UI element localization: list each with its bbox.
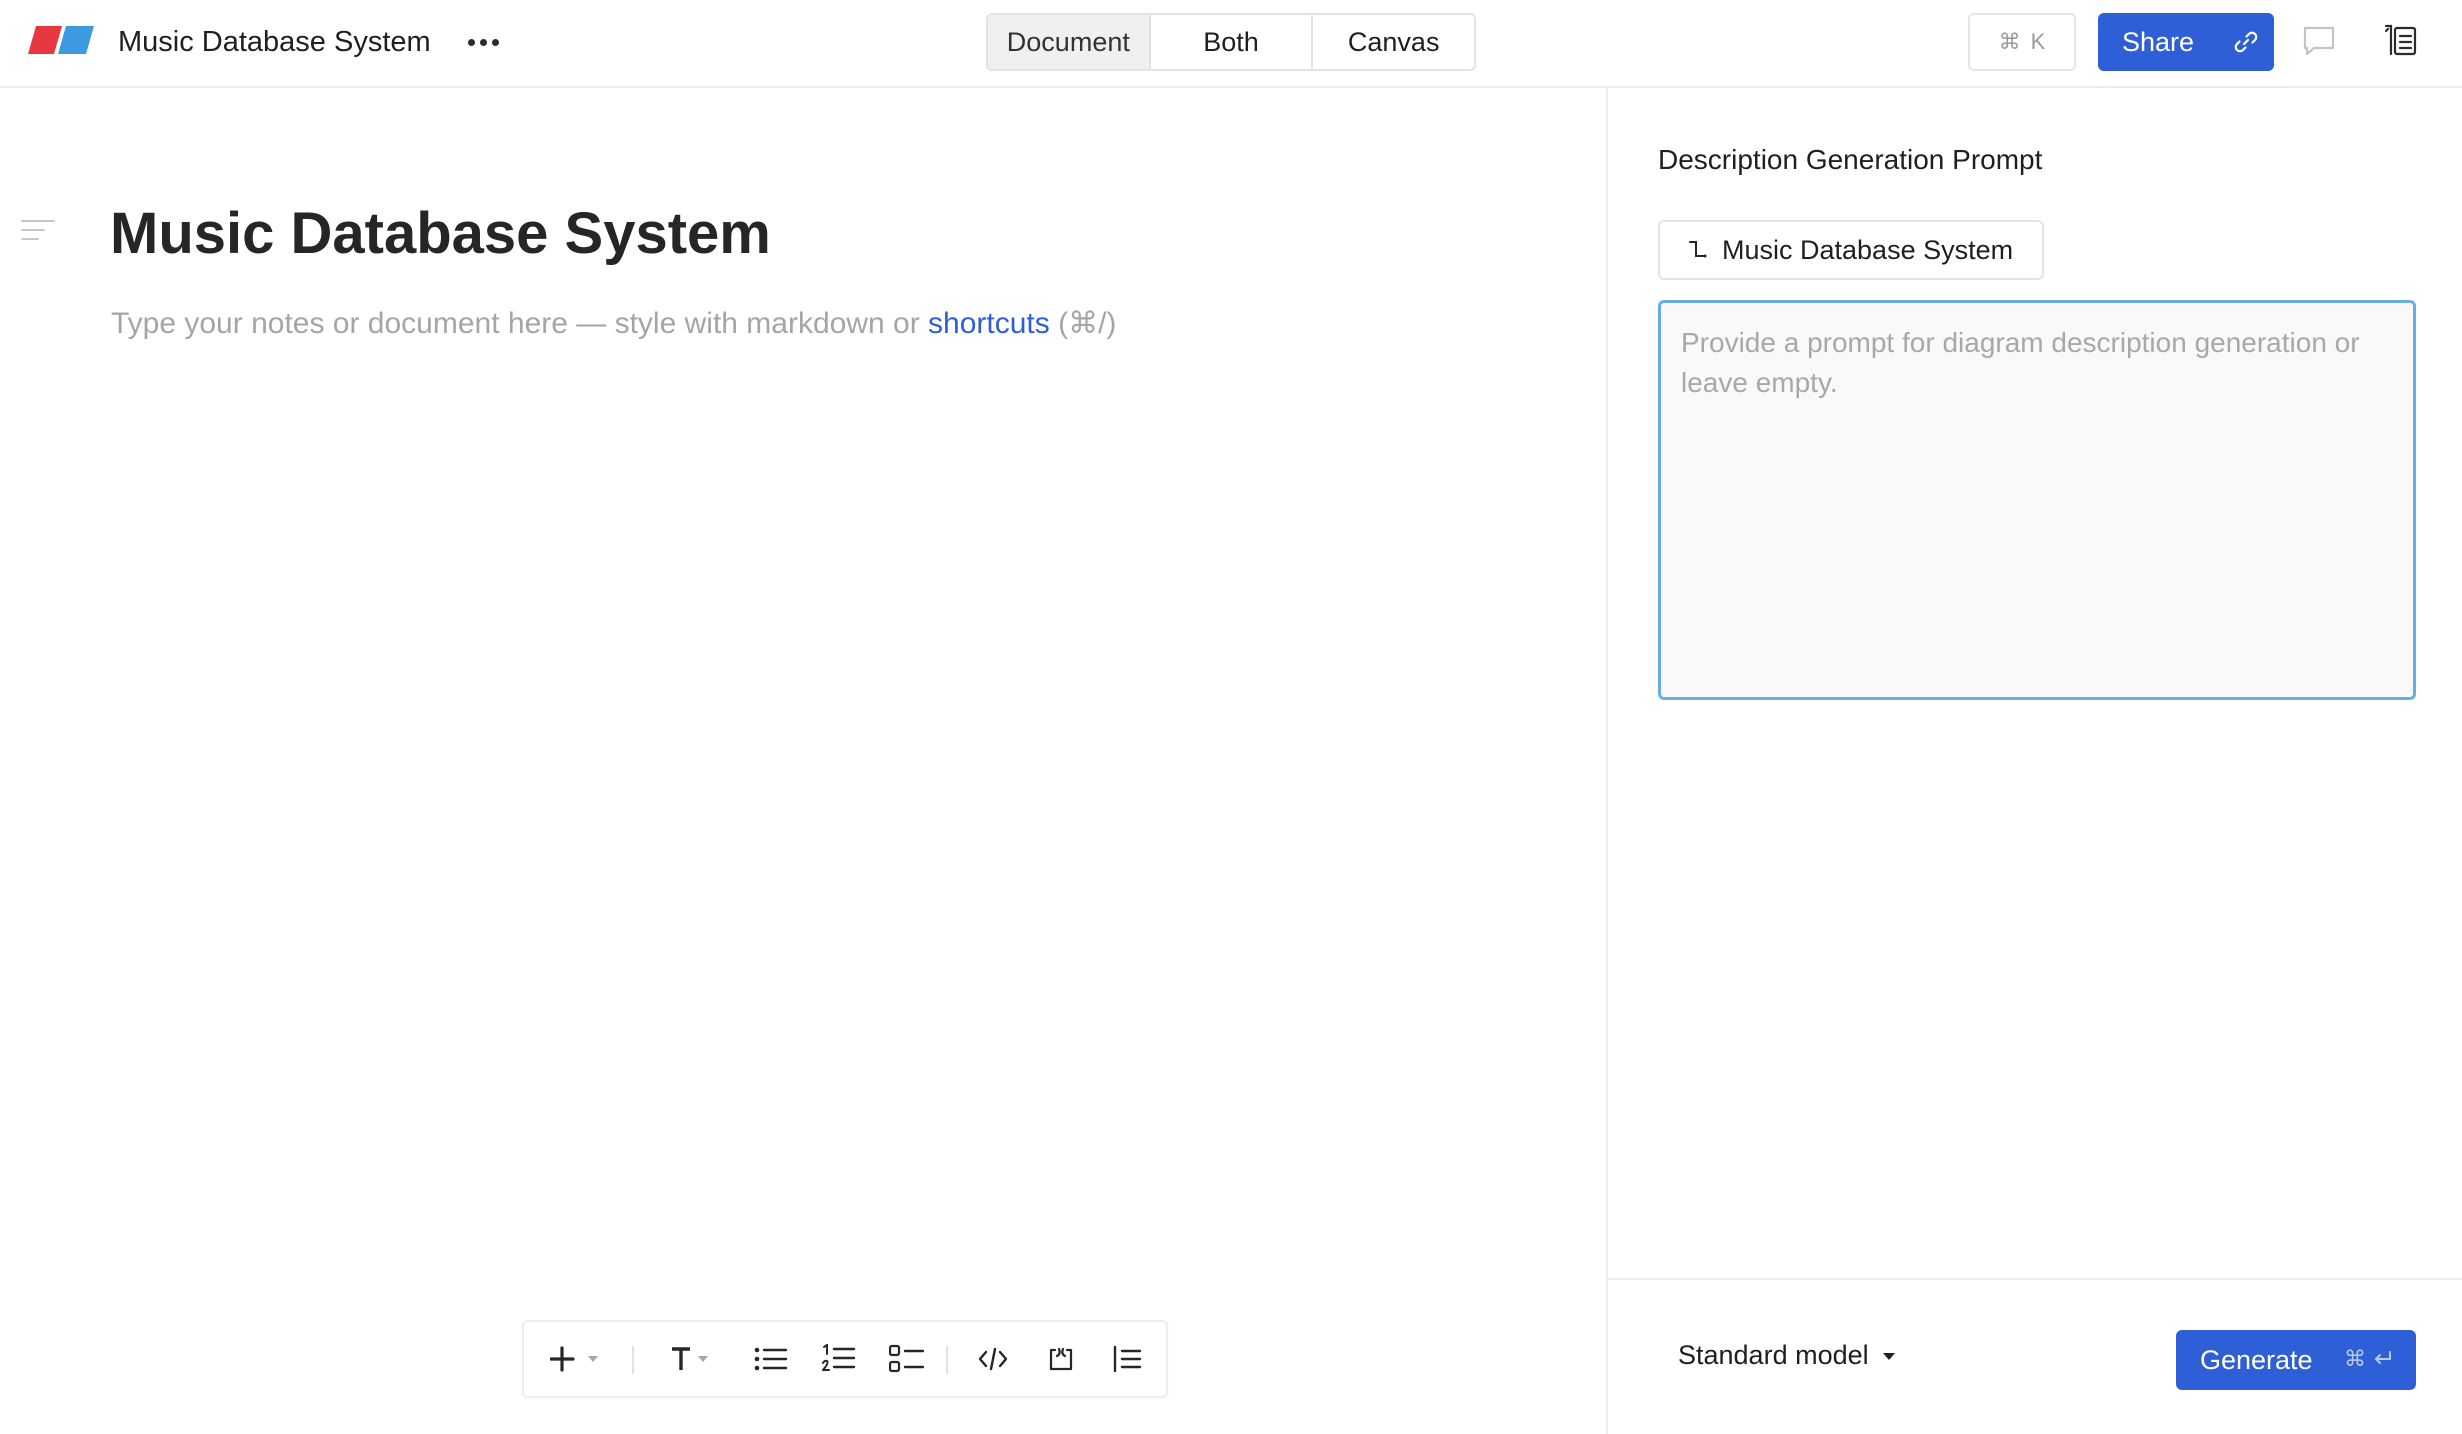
blockquote-button[interactable] <box>1102 1322 1152 1396</box>
command-key-icon: ⌘ <box>1998 29 2021 54</box>
code-button[interactable] <box>968 1322 1018 1396</box>
tab-both[interactable]: Both <box>1151 15 1314 69</box>
app-logo[interactable] <box>28 26 96 56</box>
share-button[interactable] <box>2098 13 2274 71</box>
view-mode-toggle <box>986 13 1476 71</box>
description-prompt-input[interactable] <box>1658 300 2416 700</box>
placeholder-shortcut-hint: (⌘/) <box>1049 307 1117 340</box>
generate-button[interactable] <box>2176 1330 2416 1390</box>
plus-icon <box>551 1348 573 1370</box>
document-outline-icon[interactable] <box>2382 22 2418 58</box>
tab-canvas[interactable]: Canvas <box>1347 26 1440 57</box>
text-style-button[interactable] <box>664 1322 722 1396</box>
bullet-list-icon <box>754 1345 788 1373</box>
link-icon[interactable] <box>2232 28 2260 56</box>
checklist-icon <box>889 1344 925 1374</box>
app-title[interactable]: Music Database System <box>118 26 431 58</box>
diagram-reference-chip[interactable] <box>1658 220 2044 280</box>
numbered-list-button[interactable] <box>814 1322 864 1396</box>
blockquote-icon <box>1112 1345 1142 1373</box>
model-select-label: Standard model <box>1678 1340 1869 1370</box>
document-title[interactable]: Music Database System <box>110 201 771 266</box>
document-body-placeholder[interactable] <box>111 304 1116 344</box>
command-palette-button[interactable] <box>1968 13 2076 71</box>
model-select-dropdown[interactable] <box>1678 1340 1897 1371</box>
chip-label: Music Database System <box>1722 234 2014 265</box>
enter-key-icon <box>2372 1349 2394 1369</box>
table-of-contents-icon[interactable] <box>20 218 56 244</box>
code-icon <box>978 1345 1008 1373</box>
panel-footer-divider <box>1608 1278 2462 1280</box>
panel-heading: Description Generation Prompt <box>1658 144 2043 175</box>
generate-shortcut-hint <box>2344 1346 2394 1372</box>
more-options-icon[interactable] <box>466 26 500 58</box>
shortcuts-link[interactable]: shortcuts <box>928 307 1050 340</box>
pane-divider[interactable] <box>1606 88 1608 1434</box>
tab-document[interactable]: Document <box>988 15 1151 69</box>
diagram-connector-icon <box>1688 239 1708 261</box>
embed-icon <box>1046 1345 1076 1373</box>
embed-button[interactable] <box>1036 1322 1086 1396</box>
chevron-down-icon <box>698 1356 708 1362</box>
comment-icon[interactable] <box>2302 24 2336 58</box>
checklist-button[interactable] <box>882 1322 932 1396</box>
text-style-icon <box>672 1349 690 1370</box>
command-key-label: K <box>2030 29 2046 54</box>
command-key-icon: ⌘ <box>2344 1346 2366 1371</box>
placeholder-text: Type your notes or document here — style with markdown or <box>111 307 929 340</box>
caret-down-icon <box>1881 1350 1897 1362</box>
formatting-toolbar <box>522 1320 1168 1398</box>
generate-button-label: Generate <box>2200 1344 2313 1375</box>
bullet-list-button[interactable] <box>746 1322 796 1396</box>
share-button-label: Share <box>2122 26 2195 57</box>
chevron-down-icon <box>588 1356 598 1362</box>
insert-button[interactable] <box>546 1322 610 1396</box>
numbered-list-icon <box>822 1344 856 1374</box>
